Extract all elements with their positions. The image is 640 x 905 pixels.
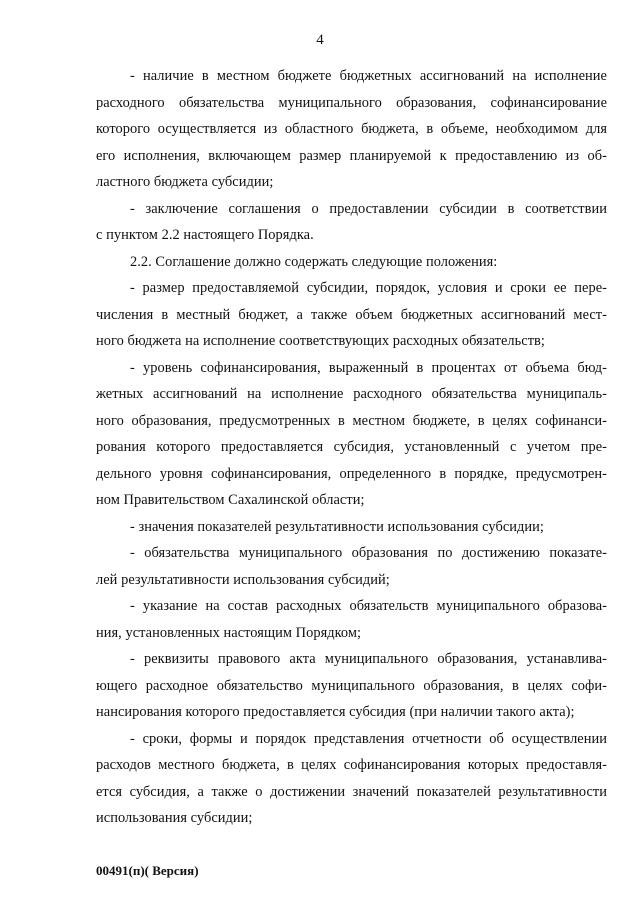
text-line: - значения показателей результативности использования субсидии; bbox=[130, 518, 544, 535]
paragraph bbox=[96, 63, 607, 196]
text-line: которого осуществляется из областного бюджета, в объеме, необходимом для bbox=[96, 121, 607, 137]
paragraph bbox=[96, 196, 607, 249]
page-number: 4 bbox=[316, 32, 324, 48]
text-line: нансирования которого предоставляется субсидия (при наличии такого акта); bbox=[96, 704, 575, 720]
paragraph bbox=[96, 593, 607, 646]
text-line: - обязательства муниципального образования по достижению показате- bbox=[130, 545, 607, 561]
text-line: 2.2. Соглашение должно содержать следующие положения: bbox=[130, 253, 498, 270]
text-line: жетных ассигнований на исполнение расходного обязательства муниципаль- bbox=[96, 386, 607, 402]
text-line: - указание на состав расходных обязательств муниципального образова- bbox=[130, 598, 607, 614]
footer-code: 00491(п) bbox=[96, 863, 145, 878]
text-line: расходного обязательства муниципального образования, софинансирование bbox=[96, 94, 607, 111]
text-line: числения в местный бюджет, а также объем бюджетных ассигнований мест- bbox=[96, 306, 607, 323]
paragraph bbox=[96, 646, 607, 726]
text-line: с пунктом 2.2 настоящего Порядка. bbox=[96, 227, 314, 243]
text-line: ного образования, предусмотренных в местном бюджете, в целях софинанси- bbox=[96, 412, 607, 429]
text-line: дельного уровня софинансирования, определенного в порядке, предусмотрен- bbox=[96, 465, 607, 482]
footer-version: ( Версия) bbox=[144, 863, 199, 878]
text-line: ного бюджета на исполнение соответствующих расходных обязательств; bbox=[96, 333, 545, 349]
text-line: - уровень софинансирования, выраженный в процентах от объема бюд- bbox=[130, 359, 607, 376]
text-line: - размер предоставляемой субсидии, порядок, условия и сроки ее пере- bbox=[130, 280, 607, 296]
text-line: ния, установленных настоящим Порядком; bbox=[96, 624, 362, 641]
paragraph bbox=[96, 275, 607, 355]
text-line: ется субсидия, а также о достижении значений показателей результативности bbox=[96, 783, 607, 800]
text-line: его исполнения, включающем размер планируемой к предоставлению из об- bbox=[96, 147, 607, 164]
text-line: ластного бюджета субсидии; bbox=[96, 174, 274, 190]
paragraph bbox=[96, 540, 607, 593]
paragraph bbox=[96, 249, 607, 276]
document-footer bbox=[96, 863, 199, 879]
document-body bbox=[96, 63, 607, 832]
paragraph bbox=[96, 514, 607, 541]
text-line: рования которого предоставляется субсидия, установленный с учетом пре- bbox=[96, 439, 607, 455]
paragraph bbox=[96, 726, 607, 832]
text-line: расходов местного бюджета, в целях софинансирования которых предоставля- bbox=[96, 757, 607, 773]
text-line: ющего расходное обязательство муниципального образования, в целях софи- bbox=[96, 677, 607, 694]
text-line: - сроки, формы и порядок представления отчетности об осуществлении bbox=[130, 730, 607, 747]
text-line: использования субсидии; bbox=[96, 810, 253, 826]
text-line: - заключение соглашения о предоставлении субсидии в соответствии bbox=[130, 200, 607, 217]
paragraph bbox=[96, 355, 607, 514]
text-line: ном Правительством Сахалинской области; bbox=[96, 492, 365, 508]
text-line: - реквизиты правового акта муниципального образования, устанавлива- bbox=[130, 651, 607, 667]
text-line: - наличие в местном бюджете бюджетных ассигнований на исполнение bbox=[130, 68, 607, 84]
text-line: лей результативности использования субсидий; bbox=[96, 571, 390, 588]
